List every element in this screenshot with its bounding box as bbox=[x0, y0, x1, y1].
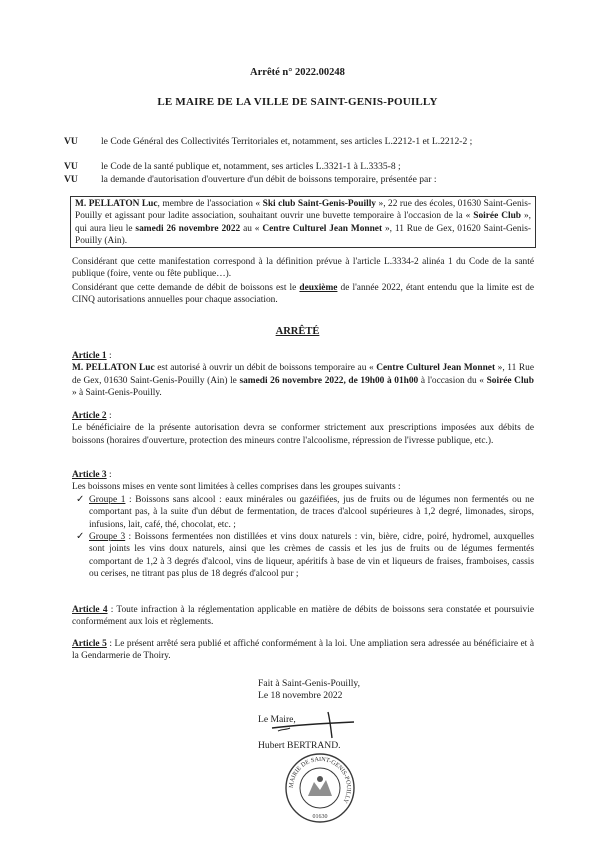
checkmark-icon: ✓ bbox=[76, 531, 85, 542]
article-1: Article 1 : M. PELLATON Luc est autorisé à ouvrir un débit de boissons temporaire au « Centre Culturel Jean Monnet », 11 Rue de Gex, 01630 Saint-Genis-Pouilly (Ain) le samedi 26 novembre 2022, de 19h00 à 01h00 à l'occasion du « Soirée Club » à Saint-Genis-Pouilly. bbox=[72, 351, 534, 398]
applicant-text: au « bbox=[240, 223, 263, 234]
article-text: » à Saint-Genis-Pouilly. bbox=[72, 387, 162, 398]
vu-keyword: VU bbox=[64, 136, 78, 147]
consideration-text: Considérant que cette demande de débit de boissons est le bbox=[72, 283, 300, 293]
article-text: Les boissons mises en vente sont limitées à celles comprises dans les groupes suivants : bbox=[72, 482, 401, 493]
group-label: Groupe 1 bbox=[89, 495, 126, 505]
decree-reference: Arrêté n° 2022.00248 bbox=[250, 67, 345, 78]
group-1-item bbox=[76, 494, 534, 532]
article-text: : Toute infraction à la réglementation applicable en matière de débits de boissons sera constatée et poursuivie conformément aux lois et règlements. bbox=[72, 605, 534, 628]
applicant-text: », qui aura lieu le bbox=[75, 211, 531, 234]
article-text: à l'occasion du « bbox=[418, 375, 487, 386]
group-text: : Boissons fermentées non distillées et vins doux naturels : vin, bière, cidre, poiré, hydromel, auxquelles sont joints les vins doux naturels, ainsi que les crèmes de cassis et les jus de fruits ou de légumes fermentés comportant de 1,2 à 3 degrés d'alcool, vins de liqueur, apéritifs à base de vin et liqueurs de fraises, framboises, cassis ou cerises, ne titrant pas plus de 18 degrés d'alcool pur ; bbox=[89, 532, 534, 579]
group-label: Groupe 3 bbox=[89, 532, 126, 542]
vu-item-2 bbox=[64, 161, 534, 174]
applicant-text: », 11 Rue de Gex, 01620 Saint-Genis-Pouilly (Ain). bbox=[75, 223, 531, 247]
applicant-text: », 22 rue des écoles, 01630 Saint-Genis-Pouilly et agissant pour ladite association, souhaitant ouvrir une buvette temporaire à l'occasion de la « bbox=[75, 199, 532, 222]
vu-text: la demande d'autorisation d'ouverture d'un débit de boissons temporaire, présentée par : bbox=[101, 174, 437, 185]
event-date: samedi 26 novembre 2022 bbox=[135, 223, 241, 234]
applicant-name: M. PELLATON Luc bbox=[75, 199, 158, 209]
handwritten-signature bbox=[268, 706, 358, 742]
signature-place: Fait à Saint-Genis-Pouilly, bbox=[258, 678, 360, 689]
applicant-text: , membre de l'association « bbox=[157, 199, 263, 209]
vu-item-3 bbox=[64, 174, 534, 187]
vu-text: le Code Général des Collectivités Territoriales et, notamment, ses articles L.2212-1 et L.2212-2 ; bbox=[101, 136, 473, 147]
consideration-text: de l'année 2022, étant entendu que la limite est de CINQ autorisations annuelles pour chaque association. bbox=[72, 283, 534, 306]
article-label: Article 4 bbox=[72, 605, 108, 615]
venue-name: Centre Culturel Jean Monnet bbox=[262, 223, 383, 234]
group-text: : Boissons sans alcool : eaux minérales ou gazéifiées, jus de fruits ou de légumes non fermentés ou ne comportant pas, à la suite d'un début de fermentation, de traces d'alcool supérieures à 1,2 degré, limonades, sirops, infusions, lait, café, thé, chocolat, etc. ; bbox=[89, 495, 535, 530]
consideration-emphasis: deuxième bbox=[299, 283, 338, 293]
consideration-2 bbox=[72, 282, 534, 307]
association-name: Ski club Saint-Genis-Pouilly bbox=[262, 199, 376, 209]
vu-item-1 bbox=[64, 136, 534, 162]
signature-date: Le 18 novembre 2022 bbox=[258, 690, 343, 701]
municipal-seal bbox=[284, 752, 356, 824]
svg-text:01630: 01630 bbox=[312, 814, 328, 820]
group-3-item bbox=[76, 531, 534, 593]
article-text: », 11 Rue de Gex, 01630 Saint-Genis-Pouilly (Ain) le bbox=[72, 363, 534, 386]
article-1-when: samedi 26 novembre 2022, de 19h00 à 01h00 bbox=[239, 375, 419, 386]
article-label: Article 3 bbox=[72, 470, 107, 480]
applicant-box bbox=[70, 196, 536, 248]
vu-keyword: VU bbox=[64, 161, 78, 172]
article-1-venue: Centre Culturel Jean Monnet bbox=[376, 363, 496, 374]
consideration-1: Considérant que cette manifestation correspond à la définition prévue à l'article L.3334-2 alinéa 1 du Code de la santé publique (foire, vente ou fête publique…). bbox=[72, 257, 534, 280]
article-1-name: M. PELLATON Luc bbox=[72, 363, 155, 374]
article-4 bbox=[72, 604, 534, 629]
article-text: Le bénéficiaire de la présente autorisation devra se conformer strictement aux prescriptions imposées aux débits de boissons (horaires d'ouverture, protection des mineurs contre l'alcoolisme, répression de l'ivresse publique, etc.). bbox=[72, 423, 534, 446]
checkmark-icon: ✓ bbox=[76, 494, 85, 505]
signature-role: Le Maire, bbox=[258, 714, 296, 725]
issuer-heading: LE MAIRE DE LA VILLE DE SAINT-GENIS-POUILLY bbox=[157, 96, 438, 108]
article-label: Article 5 bbox=[72, 639, 107, 649]
article-text: est autorisé à ouvrir un débit de boissons temporaire au « bbox=[154, 363, 377, 374]
decree-title: ARRÊTÉ bbox=[275, 326, 320, 337]
mayor-name: Hubert BERTRAND. bbox=[258, 740, 341, 751]
event-name: Soirée Club bbox=[473, 211, 521, 222]
article-3: Article 3 : Les boissons mises en vente sont limitées à celles comprises dans les groupes suivants : bbox=[72, 470, 401, 493]
svg-text:MAIRIE DE SAINT-GENIS-POUILLY: MAIRIE DE SAINT-GENIS-POUILLY bbox=[287, 755, 353, 805]
article-label: Article 2 bbox=[72, 411, 107, 421]
vu-text: le Code de la santé publique et, notamment, ses articles L.3321-1 à L.3335-8 ; bbox=[101, 161, 401, 172]
article-2: Article 2 : Le bénéficiaire de la présente autorisation devra se conformer strictement aux prescriptions imposées aux débits de boissons (horaires d'ouverture, protection des mineurs contre l'alcoolisme, répression de l'ivresse publique, etc.). bbox=[72, 411, 534, 446]
article-text: : Le présent arrêté sera publié et affiché conformément à la loi. Une ampliation sera adressée au bénéficiaire et à la Gendarmerie de Thoiry. bbox=[72, 639, 534, 662]
vu-keyword: VU bbox=[64, 174, 78, 185]
article-1-event: Soirée Club bbox=[486, 375, 534, 386]
article-label: Article 1 bbox=[72, 351, 107, 361]
article-5 bbox=[72, 638, 534, 663]
